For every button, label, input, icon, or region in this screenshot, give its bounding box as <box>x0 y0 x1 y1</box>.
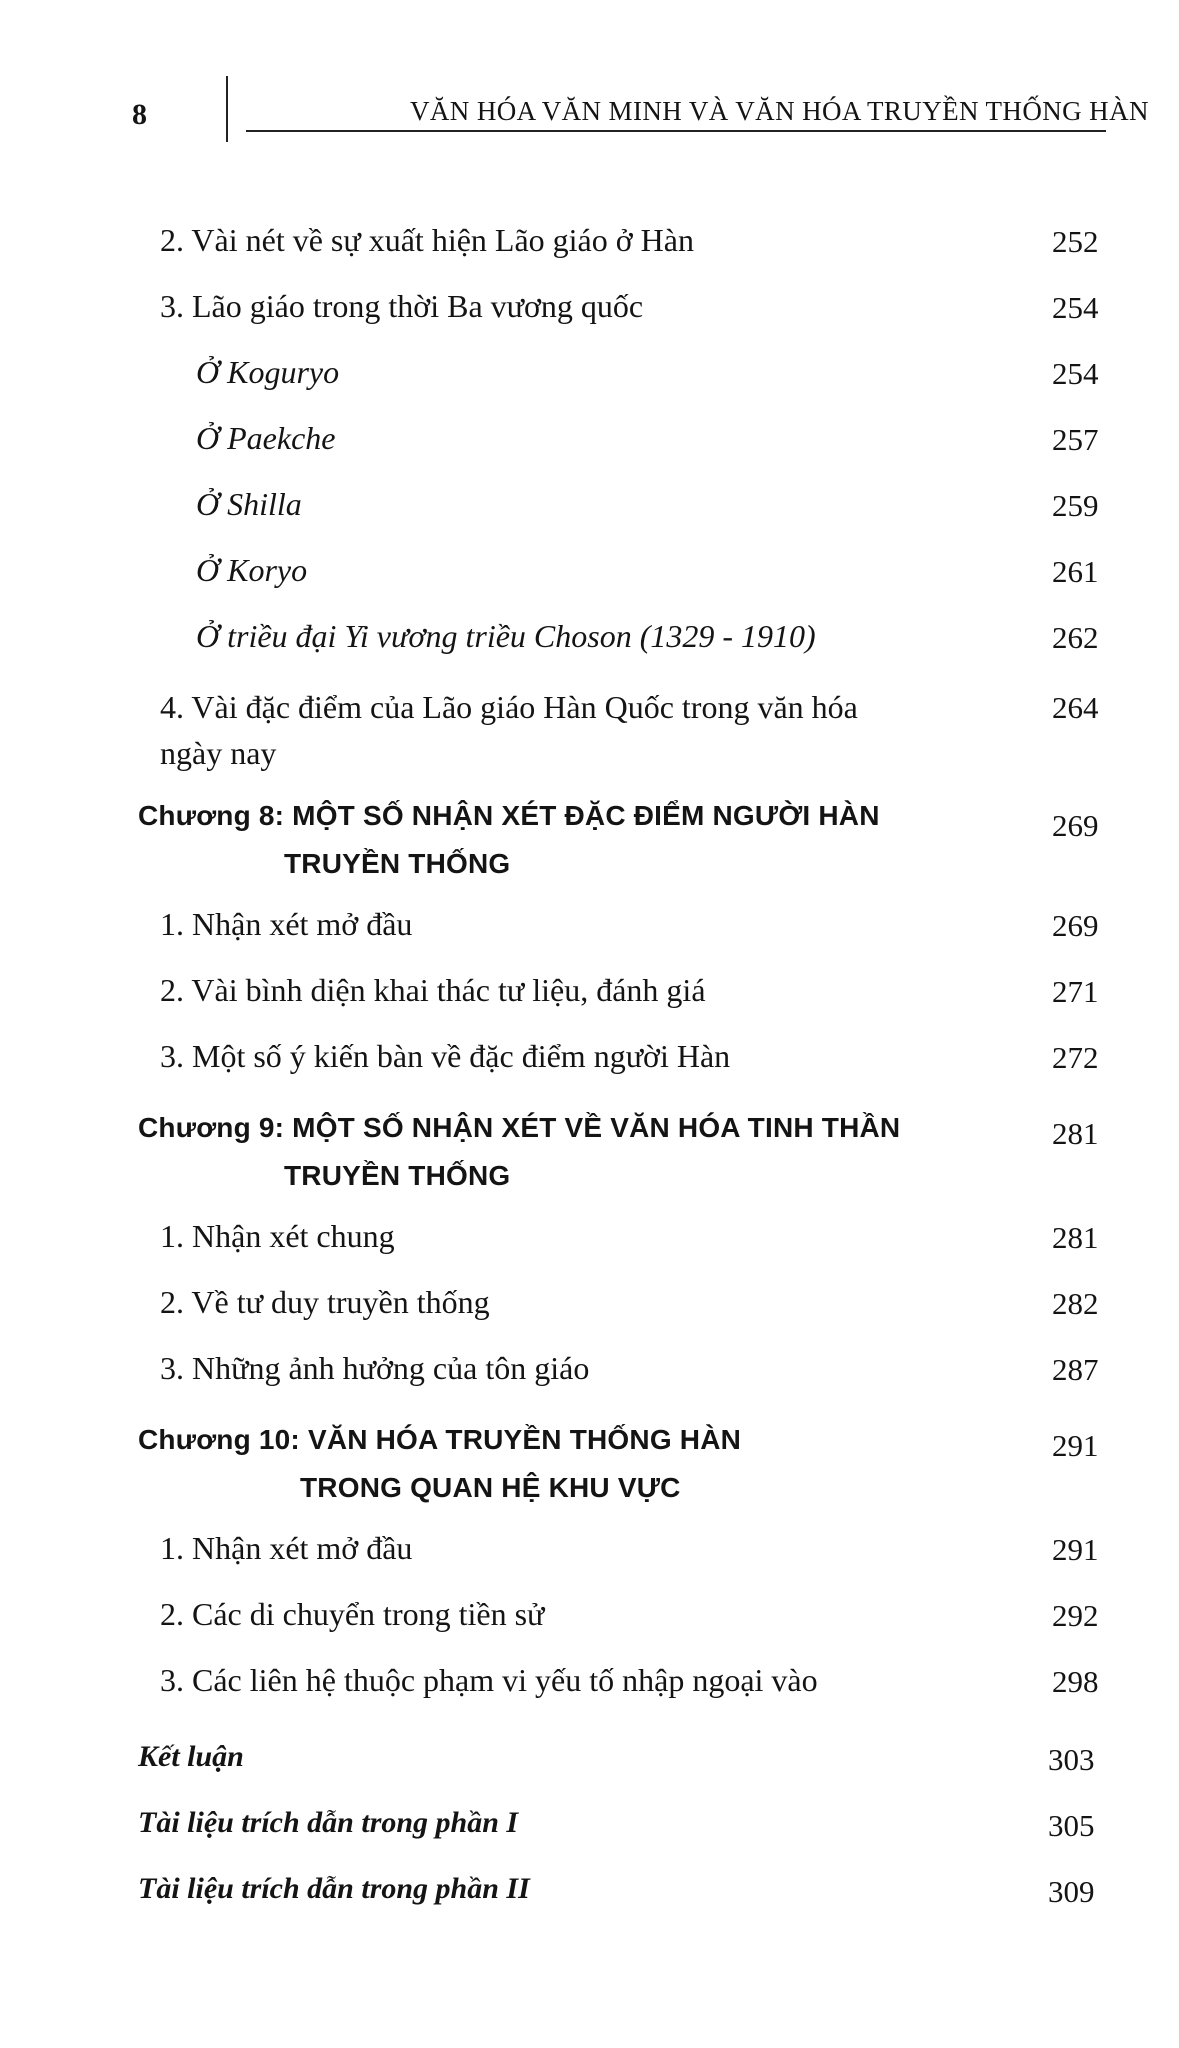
toc-page-number: 305 <box>1048 1808 1095 1843</box>
toc-page-number: 291 <box>1052 1428 1099 1463</box>
toc-backmatter <box>138 1740 244 1774</box>
toc-page-number: 269 <box>1052 808 1099 843</box>
toc-entry-title: 3. Những ảnh hưởng của tôn giáo <box>160 1350 590 1386</box>
toc-backmatter <box>138 1872 530 1906</box>
toc-page-number: 271 <box>1052 974 1099 1009</box>
chapter-title-line1: Chương 9: MỘT SỐ NHẬN XÉT VỀ VĂN HÓA TINH THẦN <box>138 1112 901 1143</box>
toc-backmatter <box>138 1806 518 1840</box>
toc-page-number: 259 <box>1052 488 1099 523</box>
toc-entry-title: Tài liệu trích dẫn trong phần I <box>138 1806 519 1839</box>
toc-page-number: 252 <box>1052 224 1099 259</box>
toc-entry-title: Ở Shilla <box>196 486 302 522</box>
toc-subentry <box>196 486 302 523</box>
toc-entry-title: 2. Vài nét về sự xuất hiện Lão giáo ở Hàn <box>160 222 694 258</box>
toc-page-number: 281 <box>1052 1116 1099 1151</box>
toc-entry-title: 3. Các liên hệ thuộc phạm vi yếu tố nhập ngoại vào <box>160 1662 818 1698</box>
toc-chapter <box>138 792 880 888</box>
toc-page-number: 281 <box>1052 1220 1099 1255</box>
toc-page-number: 261 <box>1052 554 1099 589</box>
chapter-title-line2: TRONG QUAN HỆ KHU VỰC <box>300 1472 681 1503</box>
chapter-title-line2: TRUYỀN THỐNG <box>284 1160 511 1191</box>
toc-entry <box>160 684 858 776</box>
toc-page-number: 257 <box>1052 422 1099 457</box>
toc-page-number: 269 <box>1052 908 1099 943</box>
toc-entry <box>160 1350 589 1387</box>
toc-page-number: 309 <box>1048 1874 1095 1909</box>
toc-subentry <box>196 552 307 589</box>
toc-entry <box>160 1662 818 1699</box>
chapter-title-line1: Chương 10: VĂN HÓA TRUYỀN THỐNG HÀN <box>138 1424 742 1455</box>
running-title: VĂN HÓA VĂN MINH VÀ VĂN HÓA TRUYỀN THỐNG HÀN <box>410 96 1149 126</box>
toc-page-number: 298 <box>1052 1664 1099 1699</box>
toc-chapter <box>138 1416 741 1512</box>
toc-entry <box>160 1596 544 1633</box>
chapter-title-line1: Chương 8: MỘT SỐ NHẬN XÉT ĐẶC ĐIỂM NGƯỜI HÀN <box>138 800 880 831</box>
toc-entry <box>160 1530 412 1567</box>
toc-entry-title: 2. Vài bình diện khai thác tư liệu, đánh giá <box>160 972 706 1008</box>
toc-entry-title: 3. Lão giáo trong thời Ba vương quốc <box>160 288 644 324</box>
running-header <box>0 70 1179 150</box>
toc-entry-title: 1. Nhận xét mở đầu <box>160 906 413 942</box>
toc-entry-title: Ở Koryo <box>196 552 308 588</box>
toc-page-number: 303 <box>1048 1742 1095 1777</box>
toc-entry <box>160 1284 490 1321</box>
toc-entry-title: Ở Koguryo <box>196 354 340 390</box>
toc-page-number: 254 <box>1052 290 1099 325</box>
toc-entry-title: Ở Paekche <box>196 420 336 456</box>
header-divider <box>226 76 228 142</box>
chapter-title-line2: TRUYỀN THỐNG <box>284 848 511 879</box>
page-number: 8 <box>132 98 147 131</box>
toc-entry-title: 1. Nhận xét chung <box>160 1218 395 1254</box>
toc-entry <box>160 1038 730 1075</box>
toc-entry-title: 2. Các di chuyển trong tiền sử <box>160 1596 545 1632</box>
toc-page-number: 262 <box>1052 620 1099 655</box>
toc-subentry <box>196 420 335 457</box>
toc-page-number: 282 <box>1052 1286 1099 1321</box>
toc-chapter <box>138 1104 900 1200</box>
toc-page-number: 264 <box>1052 690 1099 725</box>
header-rule <box>246 130 1106 132</box>
toc-entry <box>160 222 694 259</box>
toc-page-number: 292 <box>1052 1598 1099 1633</box>
toc-entry-title-line1: 4. Vài đặc điểm của Lão giáo Hàn Quốc trong văn hóa <box>160 689 858 725</box>
toc-subentry <box>196 618 816 655</box>
toc-entry <box>160 972 706 1009</box>
toc-entry-title-line2: ngày nay <box>160 735 277 771</box>
toc-entry-title: 3. Một số ý kiến bàn về đặc điểm người Hàn <box>160 1038 731 1074</box>
toc-page-number: 254 <box>1052 356 1099 391</box>
toc-entry-title: Kết luận <box>138 1740 244 1773</box>
toc-subentry <box>196 354 339 391</box>
toc-entry <box>160 288 643 325</box>
toc-entry-title: 2. Về tư duy truyền thống <box>160 1284 490 1320</box>
toc-page-number: 287 <box>1052 1352 1099 1387</box>
toc-entry <box>160 1218 395 1255</box>
toc-entry <box>160 906 412 943</box>
toc-entry-title: Tài liệu trích dẫn trong phần II <box>138 1872 530 1905</box>
toc-page-number: 291 <box>1052 1532 1099 1567</box>
toc-entry-title: 1. Nhận xét mở đầu <box>160 1530 413 1566</box>
toc-entry-title: Ở triều đại Yi vương triều Choson (1329 - 1910) <box>196 618 816 654</box>
toc-page-number: 272 <box>1052 1040 1099 1075</box>
